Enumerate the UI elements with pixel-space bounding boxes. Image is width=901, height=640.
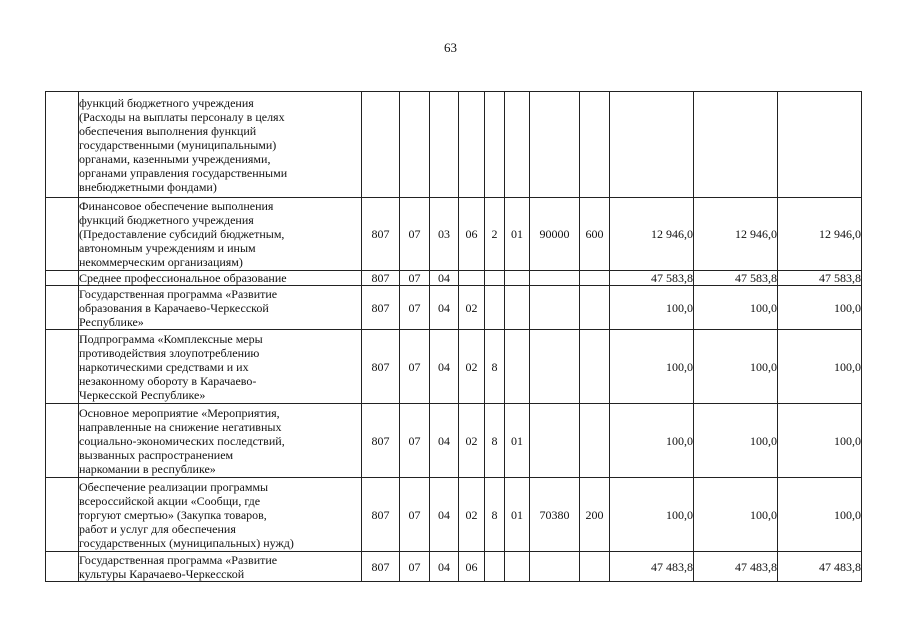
expense-type-cell: 600 <box>580 198 610 271</box>
amount-year3-cell: 12 946,0 <box>778 198 862 271</box>
description-line: Республике» <box>79 314 144 329</box>
description-line: органами управления государственными <box>79 165 288 180</box>
amount-year3-cell: 47 583,8 <box>778 271 862 286</box>
amount-year2-cell: 12 946,0 <box>694 198 778 271</box>
leading-blank-cell <box>46 92 79 198</box>
table-row <box>46 330 862 404</box>
description-line: Государственная программа «Развитие <box>79 552 278 567</box>
description-line: Черкесской Республике» <box>79 387 206 402</box>
expense-type-cell <box>580 404 610 478</box>
ved-cell: 807 <box>362 330 400 404</box>
section-cell: 07 <box>400 286 430 330</box>
amount-year3-cell: 100,0 <box>778 404 862 478</box>
expense-type-cell <box>580 271 610 286</box>
ved-cell: 807 <box>362 552 400 582</box>
description-cell <box>79 404 362 478</box>
target-article-event-cell <box>505 271 530 286</box>
target-article-direction-cell: 70380 <box>530 478 580 552</box>
amount-year2-cell <box>694 92 778 198</box>
expense-type-cell: 200 <box>580 478 610 552</box>
description-line: обеспечения выполнения функций <box>79 123 257 138</box>
subsection-cell: 04 <box>430 478 459 552</box>
description-line: всероссийской акции «Сообщи, где <box>79 493 261 508</box>
expense-type-cell <box>580 92 610 198</box>
amount-year1-cell: 47 583,8 <box>610 271 694 286</box>
target-article-event-cell <box>505 92 530 198</box>
target-article-subprogram-cell: 8 <box>485 404 505 478</box>
amount-year2-cell: 100,0 <box>694 404 778 478</box>
amount-year2-cell: 100,0 <box>694 286 778 330</box>
description-line: наркомании в республике» <box>79 461 216 476</box>
leading-blank-cell <box>46 330 79 404</box>
description-line: государственных (муниципальных) нужд) <box>79 535 294 550</box>
target-article-event-cell <box>505 552 530 582</box>
section-cell: 07 <box>400 478 430 552</box>
amount-year1-cell: 47 483,8 <box>610 552 694 582</box>
description-cell <box>79 92 362 198</box>
description-line: (Предоставление субсидий бюджетным, <box>79 227 285 241</box>
description-line: функций бюджетного учреждения <box>79 213 254 227</box>
target-article-event-cell: 01 <box>505 198 530 271</box>
description-line: Основное мероприятие «Мероприятия, <box>79 405 280 420</box>
description-line: культуры Карачаево-Черкесской <box>79 566 245 581</box>
subsection-cell: 04 <box>430 404 459 478</box>
subsection-cell: 03 <box>430 198 459 271</box>
target-article-event-cell: 01 <box>505 404 530 478</box>
description-cell <box>79 271 362 286</box>
amount-year2-cell: 100,0 <box>694 478 778 552</box>
description-line: Подпрограмма «Комплексные меры <box>79 331 263 346</box>
description-line: Финансовое обеспечение выполнения <box>79 199 274 213</box>
table-row <box>46 552 862 582</box>
table-row <box>46 404 862 478</box>
amount-year3-cell: 100,0 <box>778 330 862 404</box>
amount-year3-cell: 100,0 <box>778 286 862 330</box>
amount-year1-cell: 12 946,0 <box>610 198 694 271</box>
table-row <box>46 478 862 552</box>
subsection-cell: 04 <box>430 286 459 330</box>
target-article-program-cell: 02 <box>459 478 485 552</box>
description-line: функций бюджетного учреждения <box>79 95 254 110</box>
target-article-subprogram-cell <box>485 552 505 582</box>
leading-blank-cell <box>46 271 79 286</box>
description-line: государственными (муниципальными) <box>79 137 277 152</box>
amount-year3-cell: 100,0 <box>778 478 862 552</box>
description-cell <box>79 286 362 330</box>
ved-cell: 807 <box>362 271 400 286</box>
budget-table <box>45 91 862 582</box>
section-cell: 07 <box>400 404 430 478</box>
target-article-program-cell: 06 <box>459 198 485 271</box>
amount-year3-cell <box>778 92 862 198</box>
description-cell <box>79 198 362 271</box>
description-line: внебюджетными фондами) <box>79 179 217 194</box>
amount-year1-cell: 100,0 <box>610 478 694 552</box>
target-article-subprogram-cell <box>485 271 505 286</box>
amount-year2-cell: 100,0 <box>694 330 778 404</box>
target-article-direction-cell <box>530 404 580 478</box>
description-line: образования в Карачаево-Черкесской <box>79 300 269 315</box>
target-article-direction-cell: 90000 <box>530 198 580 271</box>
subsection-cell <box>430 92 459 198</box>
description-line: Обеспечение реализации программы <box>79 479 269 494</box>
description-cell <box>79 330 362 404</box>
description-line: противодействия злоупотреблению <box>79 345 260 360</box>
description-cell <box>79 478 362 552</box>
target-article-program-cell <box>459 271 485 286</box>
section-cell: 07 <box>400 552 430 582</box>
amount-year3-cell: 47 483,8 <box>778 552 862 582</box>
target-article-subprogram-cell <box>485 92 505 198</box>
target-article-event-cell: 01 <box>505 478 530 552</box>
leading-blank-cell <box>46 478 79 552</box>
description-line: торгуют смертью» (Закупка товаров, <box>79 507 267 522</box>
description-line: автономным учреждениям и иным <box>79 241 256 255</box>
description-line: работ и услуг для обеспечения <box>79 521 236 536</box>
expense-type-cell <box>580 330 610 404</box>
table-row <box>46 92 862 198</box>
description-line: вызванных распространением <box>79 447 234 462</box>
target-article-subprogram-cell <box>485 286 505 330</box>
description-cell <box>79 552 362 582</box>
ved-cell: 807 <box>362 198 400 271</box>
description-line: направленные на снижение негативных <box>79 419 282 434</box>
leading-blank-cell <box>46 552 79 582</box>
target-article-program-cell <box>459 92 485 198</box>
expense-type-cell <box>580 552 610 582</box>
target-article-direction-cell <box>530 92 580 198</box>
target-article-program-cell: 06 <box>459 552 485 582</box>
ved-cell: 807 <box>362 286 400 330</box>
description-line: незаконному обороту в Карачаево- <box>79 373 257 388</box>
amount-year1-cell: 100,0 <box>610 286 694 330</box>
section-cell <box>400 92 430 198</box>
target-article-program-cell: 02 <box>459 286 485 330</box>
subsection-cell: 04 <box>430 552 459 582</box>
amount-year2-cell: 47 483,8 <box>694 552 778 582</box>
subsection-cell: 04 <box>430 330 459 404</box>
page-number: 63 <box>444 40 457 55</box>
target-article-direction-cell <box>530 286 580 330</box>
table-row <box>46 198 862 271</box>
description-line: (Расходы на выплаты персоналу в целях <box>79 109 285 124</box>
target-article-subprogram-cell: 2 <box>485 198 505 271</box>
section-cell: 07 <box>400 198 430 271</box>
ved-cell: 807 <box>362 478 400 552</box>
leading-blank-cell <box>46 286 79 330</box>
target-article-event-cell <box>505 286 530 330</box>
section-cell: 07 <box>400 271 430 286</box>
amount-year1-cell <box>610 92 694 198</box>
leading-blank-cell <box>46 198 79 271</box>
target-article-direction-cell <box>530 330 580 404</box>
target-article-event-cell <box>505 330 530 404</box>
amount-year1-cell: 100,0 <box>610 404 694 478</box>
ved-cell <box>362 92 400 198</box>
section-cell: 07 <box>400 330 430 404</box>
description-line: некоммерческим организациям) <box>79 255 243 269</box>
ved-cell: 807 <box>362 404 400 478</box>
description-line: социально-экономических последствий, <box>79 433 285 448</box>
amount-year1-cell: 100,0 <box>610 330 694 404</box>
description-line: Государственная программа «Развитие <box>79 286 278 301</box>
target-article-direction-cell <box>530 271 580 286</box>
target-article-program-cell: 02 <box>459 330 485 404</box>
expense-type-cell <box>580 286 610 330</box>
description-line: наркотическими средствами и их <box>79 359 249 374</box>
leading-blank-cell <box>46 404 79 478</box>
description-line: Среднее профессиональное образование <box>79 271 287 285</box>
target-article-program-cell: 02 <box>459 404 485 478</box>
subsection-cell: 04 <box>430 271 459 286</box>
target-article-subprogram-cell: 8 <box>485 330 505 404</box>
amount-year2-cell: 47 583,8 <box>694 271 778 286</box>
table-row <box>46 271 862 286</box>
description-line: органами, казенными учреждениями, <box>79 151 271 166</box>
target-article-subprogram-cell: 8 <box>485 478 505 552</box>
target-article-direction-cell <box>530 552 580 582</box>
table-row <box>46 286 862 330</box>
